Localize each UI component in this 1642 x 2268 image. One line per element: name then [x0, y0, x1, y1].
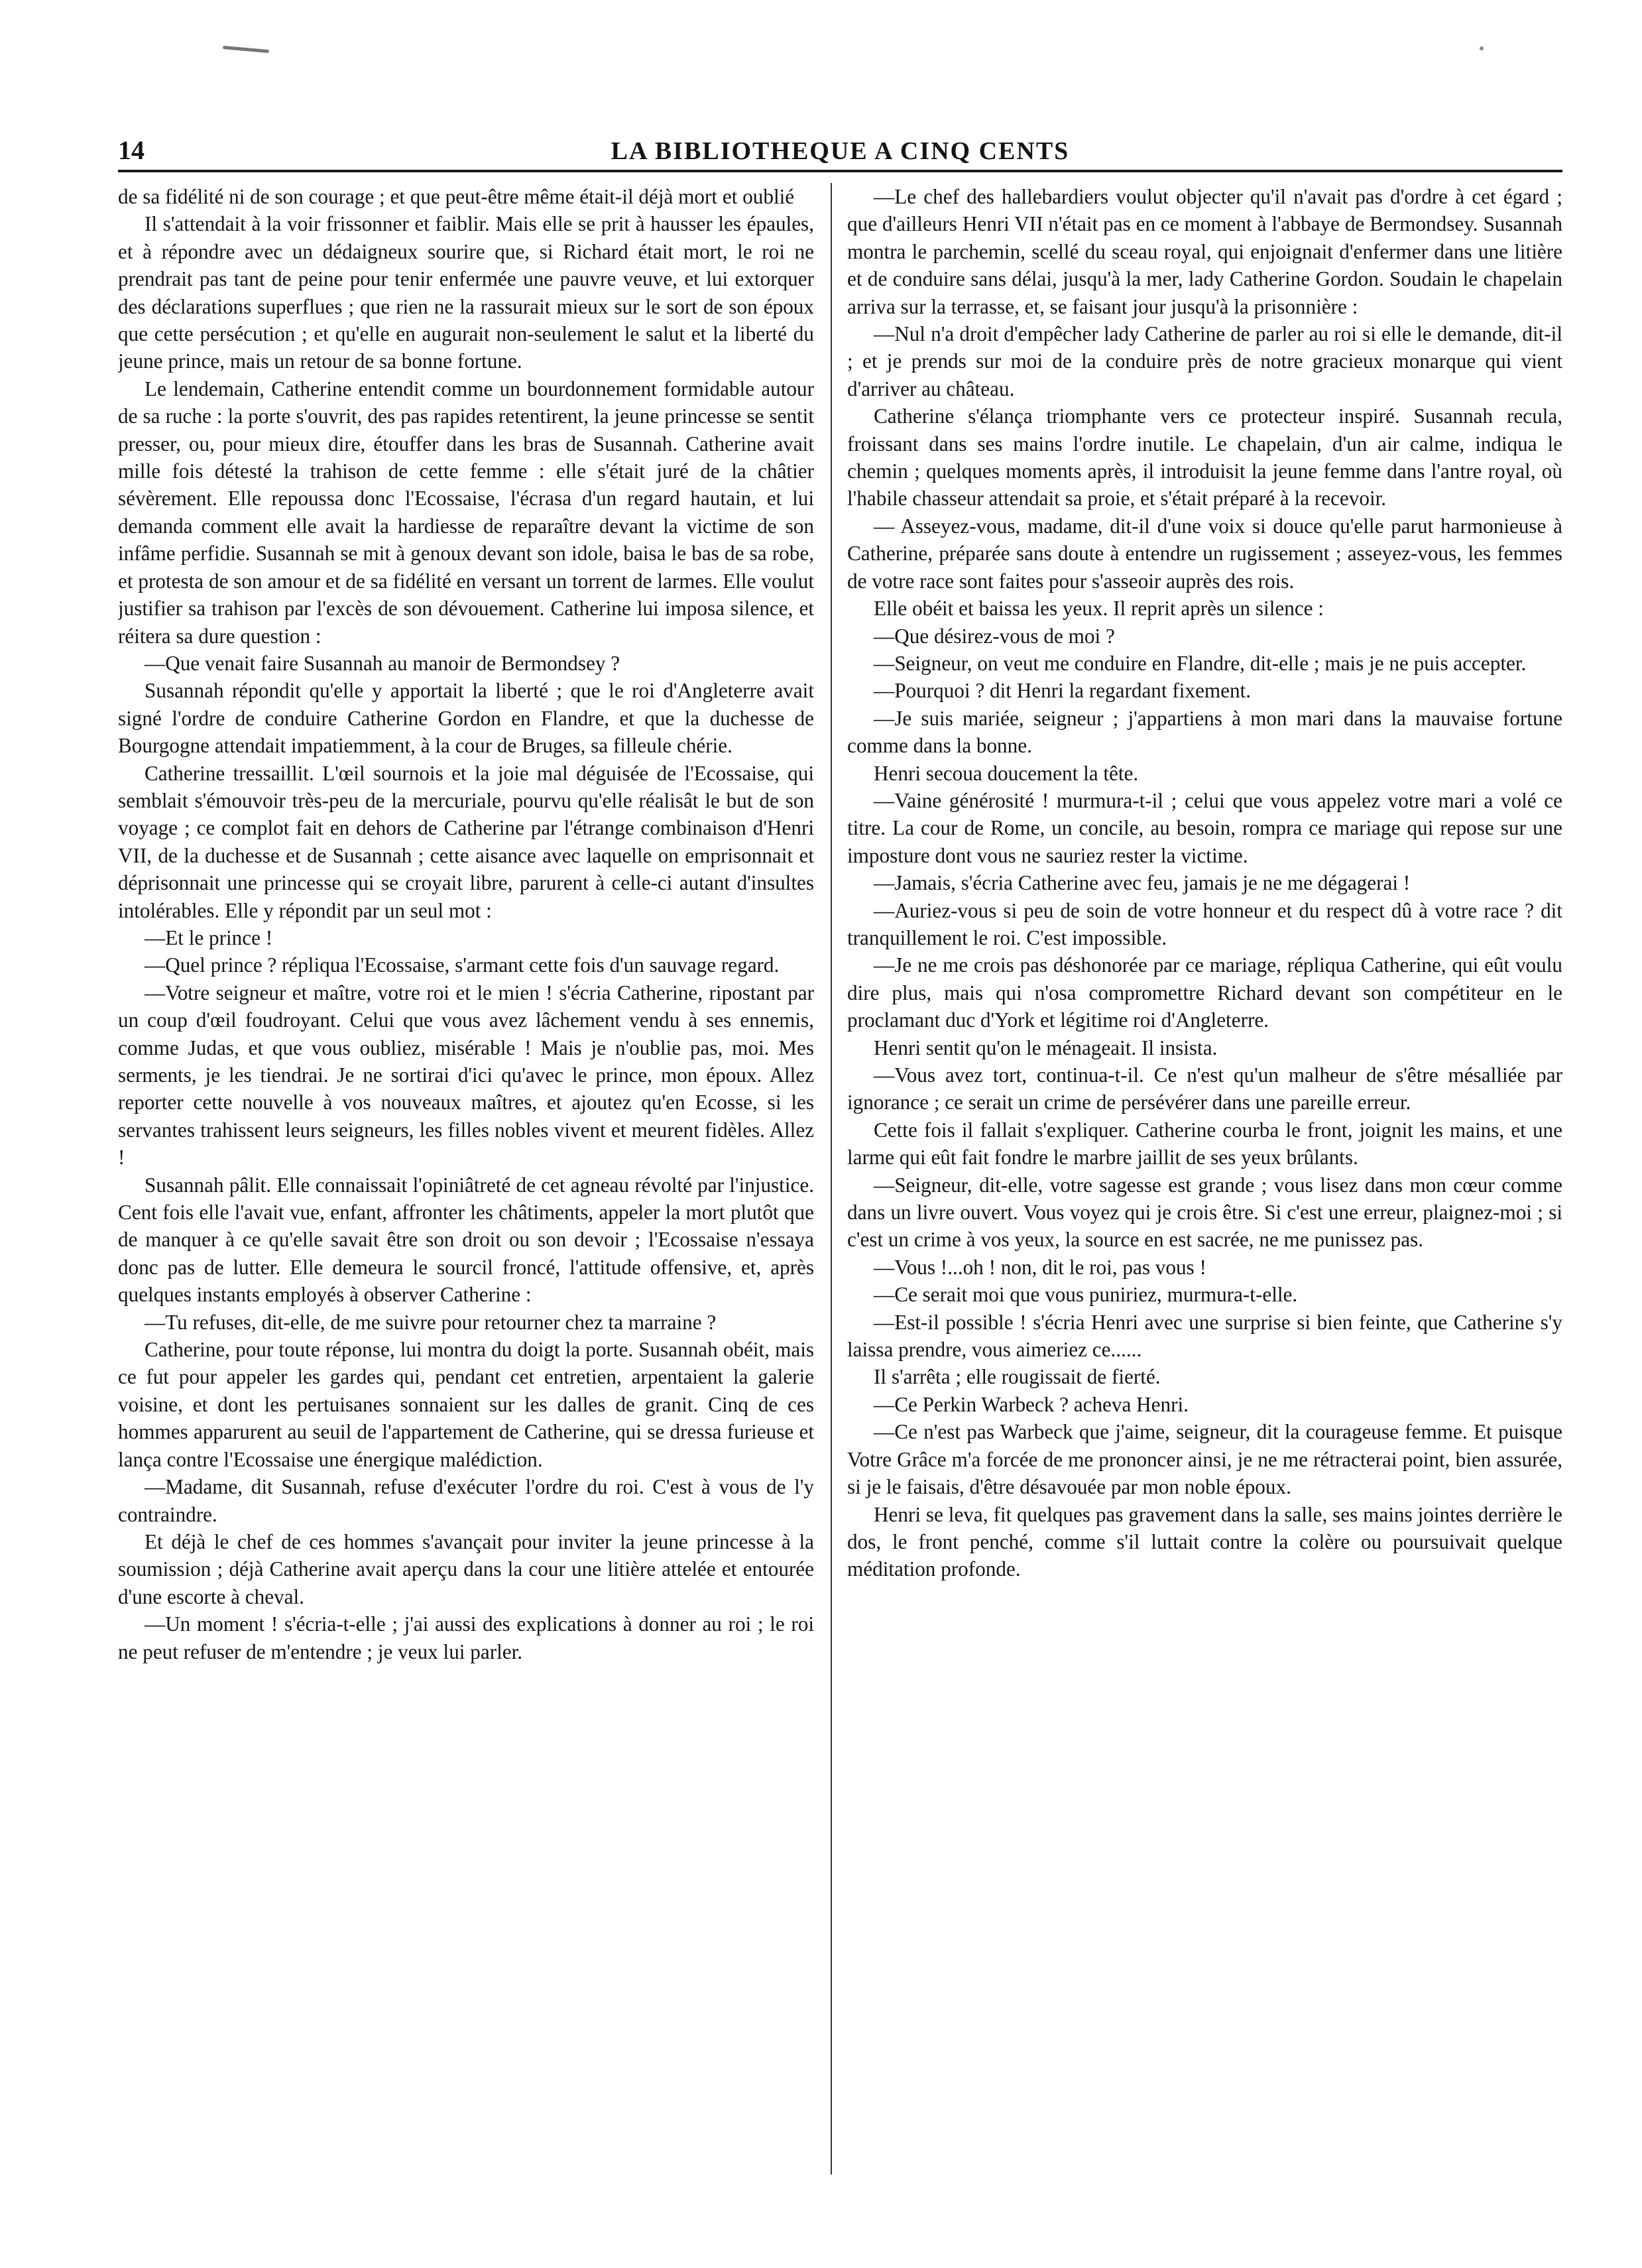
paragraph: Susannah pâlit. Elle connaissait l'opiniâtreté de cet agneau révolté par l'injustice. Cent fois elle l'avait vue, enfant, affronter les châtiments, appeler la mort plutôt que de manquer à ce qu'elle savait être son droit ou son devoir ; l'Ecossaise n'essaya donc pas de lutter. Elle demeura le sourcil froncé, l'attitude offensive, et, après quelques instants employés à observer Catherine : — [118, 1173, 814, 1307]
page-number: 14 — [118, 135, 145, 165]
paragraph: —Un moment ! s'écria-t-elle ; j'ai aussi des explications à donner au roi ; le roi ne peut refuser de m'entendre ; je veux lui parler. — [118, 1612, 814, 1663]
paragraph: —Je ne me crois pas déshonorée par ce mariage, répliqua Catherine, qui eût voulu dire plus, mais qui n'osa compromettre Richard devant son compétiteur en le proclamant duc d'York et légitime roi d'Angleterre. — [847, 953, 1562, 1032]
paragraph: Henri se leva, fit quelques pas gravement dans la salle, ses mains jointes derrière le dos, le front penché, comme s'il luttait contre la colère ou poursuivait quelque méditation profonde. — [847, 1502, 1562, 1581]
column-divider — [831, 183, 832, 2175]
paragraph: Henri secoua doucement la tête. — [874, 761, 1139, 785]
paragraph: Catherine, pour toute réponse, lui montra du doigt la porte. Susannah obéit, mais ce fut pour appeler les gardes qui, pendant cet entretien, arpentaient la galerie voisine, et dont les pertuisanes sonnaient sur les dalles de granit. Cinq de ces hommes apparurent au seuil de l'appartement de Catherine, qui se dressa furieuse et lança contre l'Ecossaise une énergique malédiction. — [118, 1338, 814, 1471]
paragraph: —Quel prince ? répliqua l'Ecossaise, s'armant cette fois d'un sauvage regard. — [145, 953, 780, 977]
paragraph: —Que venait faire Susannah au manoir de Bermondsey ? — [145, 651, 620, 675]
paragraph: Il s'attendait à la voir frissonner et faiblir. Mais elle se prit à hausser les épaules, et à répondre avec un dédaigneux sourire que, si Richard était mort, le roi ne prendrait pas tant de peine pour tenir enfermée une pauvre veuve, et lui extorquer des déclarations superflues ; que rien ne la rassurait mieux sur le sort de son époux que cette persécution ; et qu'elle en augurait non-seulement le salut et la liberté du jeune prince, mais un retour de sa bonne fortune. — [118, 212, 814, 373]
paragraph: —Seigneur, on veut me conduire en Flandre, dit-elle ; mais je ne puis accepter. — [874, 651, 1527, 675]
paragraph: Il s'arrêta ; elle rougissait de fierté. — [874, 1365, 1161, 1389]
paragraph: —Que désirez-vous de moi ? — [874, 624, 1115, 648]
paragraph: —Madame, dit Susannah, refuse d'exécuter l'ordre du roi. C'est à vous de l'y contraindre. — [118, 1475, 814, 1526]
paragraph: Susannah répondit qu'elle y apportait la liberté ; que le roi d'Angleterre avait signé l'ordre de conduire Catherine Gordon en Flandre, et que la duchesse de Bourgogne attendait impatiemment, à la cour de Bruges, sa filleule chérie. — [118, 679, 814, 758]
paragraph: —Est-il possible ! s'écria Henri avec une surprise si bien feinte, que Catherine s'y laissa prendre, vous aimeriez ce...... — [847, 1310, 1562, 1362]
paragraph: Cette fois il fallait s'expliquer. Catherine courba le front, joignit les mains, et une larme qui eût fait fondre le marbre jaillit de ses yeux brûlants. — [847, 1118, 1562, 1169]
paragraph: —Seigneur, dit-elle, votre sagesse est grande ; vous lisez dans mon cœur comme dans un livre ouvert. Vous voyez qui je crois être. Si c'est une erreur, plaignez-moi ; si c'est un crime à vos yeux, la source en est sacrée, ne me punissez pas. — [847, 1173, 1562, 1252]
right-column — [847, 183, 1562, 2185]
paragraph: —Auriez-vous si peu de soin de votre honneur et du respect dû à votre race ? dit tranquillement le roi. C'est impossible. — [847, 898, 1562, 949]
paragraph: —Tu refuses, dit-elle, de me suivre pour retourner chez ta marraine ? — [145, 1310, 717, 1334]
print-speck — [1480, 46, 1484, 50]
paragraph: —Vaine générosité ! murmura-t-il ; celui que vous appelez votre mari a volé ce titre. La cour de Rome, un concile, au besoin, rompra ce mariage qui repose sur une imposture dont vous ne sauriez rester la victime. — [847, 788, 1562, 867]
paragraph: Henri sentit qu'on le ménageait. Il insista. — [874, 1036, 1218, 1059]
paragraph: —Ce serait moi que vous puniriez, murmura-t-elle. — [874, 1283, 1298, 1307]
paragraph: —Votre seigneur et maître, votre roi et le mien ! s'écria Catherine, ripostant par un coup d'œil foudroyant. Celui que vous avez lâchement vendu à ses ennemis, comme Judas, et que vous oubliez, misérable ! Mais je n'oublie pas, moi. Mes serments, je les tiendrai. Je ne sortirai d'ici qu'avec le prince, mon époux. Allez reporter cette nouvelle à vos nouveaux maîtres, et ajoutez qu'en Ecosse, si les servantes trahissent leurs seigneurs, les filles nobles vivent et meurent fidèles. Allez ! — [118, 981, 814, 1169]
paragraph: Elle obéit et baissa les yeux. Il reprit après un silence : — [874, 597, 1324, 621]
paragraph: —Nul n'a droit d'empêcher lady Catherine de parler au roi si elle le demande, dit-il ; et je prends sur moi de la conduire près de notre gracieux monarque qui vient d'arriver au château. — [847, 322, 1562, 400]
page-header — [118, 126, 1562, 166]
running-title: LA BIBLIOTHEQUE A CINQ CENTS — [611, 137, 1070, 165]
paragraph: —Vous avez tort, continua-t-il. Ce n'est qu'un malheur de s'être mésalliée par ignorance ; ce serait un crime de persévérer dans une pareille erreur. — [847, 1063, 1562, 1114]
paragraph: Catherine s'élança triomphante vers ce protecteur inspiré. Susannah recula, froissant dans ses mains l'ordre inutile. Le chapelain, d'un air calme, indiqua le chemin ; quelques moments après, il introduisit la jeune femme dans l'antre royal, où l'habile chasseur attendait sa proie, et s'était préparé à la recevoir. — [847, 404, 1562, 510]
left-column — [118, 183, 814, 2185]
paragraph: — Asseyez-vous, madame, dit-il d'une voix si douce qu'elle parut harmonieuse à Catherine, préparée sans doute à entendre un rugissement ; asseyez-vous, les femmes de votre race sont faites pour s'asseoir auprès des rois. — [847, 514, 1562, 593]
paragraph: Le lendemain, Catherine entendit comme un bourdonnement formidable autour de sa ruche : la porte s'ouvrit, des pas rapides retentirent, la jeune princesse se sentit presser, ou, pour mieux dire, étouffer dans les bras de Susannah. Catherine avait mille fois détesté la trahison de cette femme : elle s'était juré de la châtier sévèrement. Elle repoussa donc l'Ecossaise, l'écrasa d'un regard hautain, et lui demanda comment elle avait la hardiesse de reparaître devant la victime de son infâme perfidie. Susannah se mit à genoux devant son idole, baisa le bas de sa robe, et protesta de son amour et de sa fidélité en versant un torrent de larmes. Elle voulut justifier sa trahison par l'excès de son dévouement. Catherine lui imposa silence, et réitera sa dure question : — [118, 377, 814, 648]
paragraph: —Pourquoi ? dit Henri la regardant fixement. — [874, 679, 1252, 703]
paragraph: —Jamais, s'écria Catherine avec feu, jamais je ne me dégagerai ! — [874, 871, 1411, 895]
paragraph: —Ce Perkin Warbeck ? acheva Henri. — [874, 1392, 1189, 1416]
paragraph: —Ce n'est pas Warbeck que j'aime, seigneur, dit la courageuse femme. Et puisque Votre Grâce m'a forcée de me prononcer ainsi, je ne me rétracterai point, bien assurée, si je le faisais, d'être désavouée par mon noble époux. — [847, 1420, 1562, 1499]
paragraph: —Vous !...oh ! non, dit le roi, pas vous ! — [874, 1255, 1206, 1279]
paragraph: Catherine tressaillit. L'œil sournois et la joie mal déguisée de l'Ecossaise, qui semblait s'émouvoir très-peu de la mercuriale, pourvu qu'elle réalisât le but de son voyage ; ce complot fait en dehors de Catherine par l'étrange combinaison d'Henri VII, de la duchesse et de Susannah ; cette aisance avec laquelle on emprisonnait et déprisonnait une princesse qui se croyait libre, parurent à celle-ci autant d'insultes intolérables. Elle y répondit par un seul mot : — [118, 761, 814, 922]
print-smudge — [223, 46, 269, 53]
header-rule — [118, 170, 1562, 172]
paragraph: Et déjà le chef de ces hommes s'avançait pour inviter la jeune princesse à la soumission ; déjà Catherine avait aperçu dans la cour une litière attelée et entourée d'une escorte à cheval. — [118, 1529, 814, 1608]
paragraph: —Je suis mariée, seigneur ; j'appartiens à mon mari dans la mauvaise fortune comme dans la bonne. — [847, 706, 1562, 758]
paragraph: —Le chef des hallebardiers voulut objecter qu'il n'avait pas d'ordre à cet égard ; que d'ailleurs Henri VII n'était pas en ce moment à l'abbaye de Bermondsey. Susannah montra le parchemin, scellé du sceau royal, qui enjoignait d'enfermer dans une litière et de conduire sans délai, jusqu'à la mer, lady Catherine Gordon. Soudain le chapelain arriva sur la terrasse, et, se faisant jour jusqu'à la prisonnière : — [847, 185, 1562, 318]
paragraph: —Et le prince ! — [145, 925, 273, 949]
paragraph: de sa fidélité ni de son courage ; et que peut-être même était-il déjà mort et oublié — [118, 185, 795, 208]
